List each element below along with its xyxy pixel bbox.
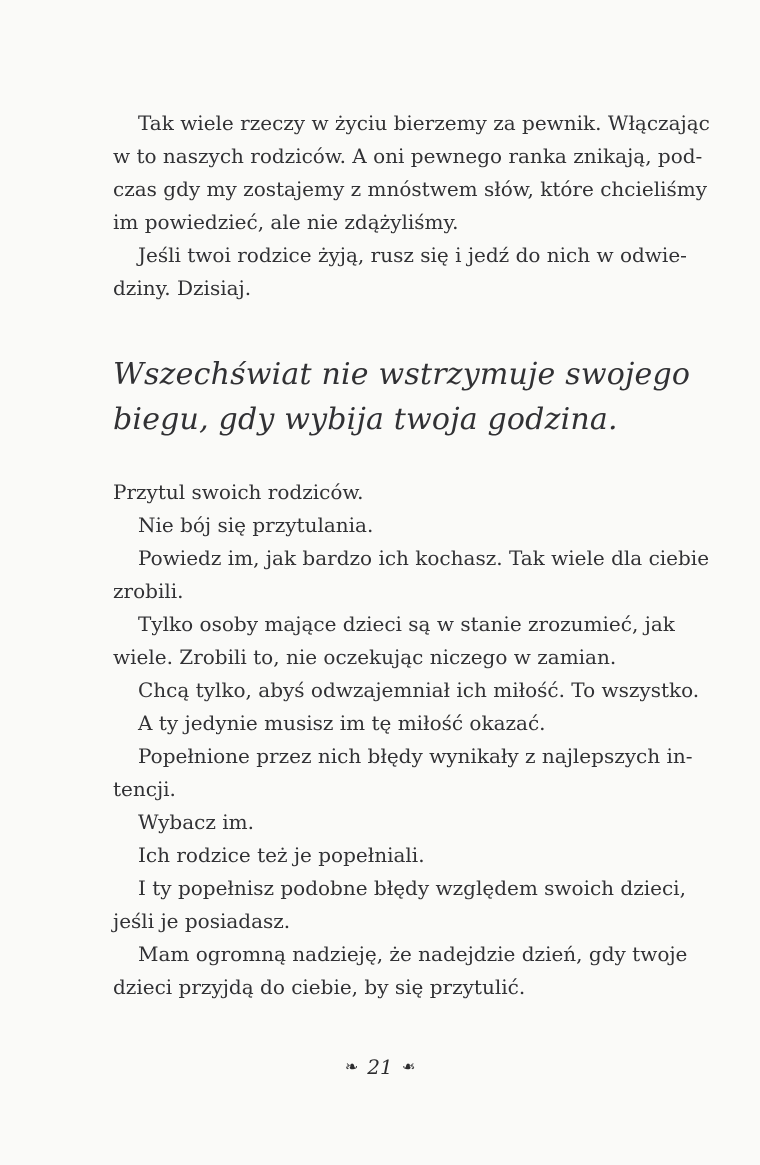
paragraph <box>113 239 687 305</box>
text-line: dziny. Dzisiaj. <box>113 276 252 300</box>
text-line: biegu, gdy wybija twoja godzina. <box>113 402 618 437</box>
text-line: zrobili. <box>113 579 184 603</box>
text-line: w to naszych rodziców. A oni pewnego ranka znikają, pod- <box>113 144 703 168</box>
page-number: 21 <box>367 1055 393 1079</box>
paragraph <box>113 839 648 872</box>
text-block <box>113 107 710 1004</box>
text-line: A ty jedynie musisz im tę miłość okazać. <box>138 711 546 735</box>
text-line: czas gdy my zostajemy z mnóstwem słów, które chcieliśmy <box>113 177 708 201</box>
text-line: dzieci przyjdą do ciebie, by się przytulić. <box>113 975 526 999</box>
paragraph <box>113 509 648 542</box>
text-line: Mam ogromną nadzieję, że nadejdzie dzień, gdy twoje <box>138 942 688 966</box>
text-line: Wszechświat nie wstrzymuje swojego <box>113 357 691 392</box>
paragraph <box>113 107 710 239</box>
paragraph <box>113 674 700 707</box>
paragraph <box>113 938 688 1004</box>
paragraph <box>113 608 675 674</box>
text-line: jeśli je posiadasz. <box>113 909 291 933</box>
text-line: Tak wiele rzeczy w życiu bierzemy za pewnik. Włączając <box>138 111 710 135</box>
fleuron-left-icon: ❧ <box>344 1057 359 1076</box>
section-heading <box>113 352 691 442</box>
text-line: Przytul swoich rodziców. <box>113 480 364 504</box>
text-line: Tylko osoby mające dzieci są w stanie zrozumieć, jak <box>138 612 675 636</box>
text-line: im powiedzieć, ale nie zdążyliśmy. <box>113 210 459 234</box>
paragraph <box>113 476 648 509</box>
paragraph <box>113 707 648 740</box>
text-line: Nie bój się przytulania. <box>138 513 374 537</box>
paragraph <box>113 872 686 938</box>
page-footer <box>0 1054 760 1080</box>
text-line: Powiedz im, jak bardzo ich kochasz. Tak wiele dla ciebie <box>138 546 710 570</box>
text-line: I ty popełnisz podobne błędy względem swoich dzieci, <box>138 876 686 900</box>
text-line: Popełnione przez nich błędy wynikały z najlepszych in- <box>138 744 693 768</box>
fleuron-right-icon: ❧ <box>401 1057 416 1076</box>
text-line: tencji. <box>113 777 176 801</box>
paragraph <box>113 806 648 839</box>
text-line: Jeśli twoi rodzice żyją, rusz się i jedź do nich w odwie- <box>138 243 687 267</box>
paragraph <box>113 542 710 608</box>
text-line: Chcą tylko, abyś odwzajemniał ich miłość. To wszystko. <box>138 678 700 702</box>
text-line: Wybacz im. <box>138 810 254 834</box>
paragraph <box>113 740 693 806</box>
text-line: wiele. Zrobili to, nie oczekując niczego w zamian. <box>113 645 617 669</box>
text-line: Ich rodzice też je popełniali. <box>138 843 425 867</box>
